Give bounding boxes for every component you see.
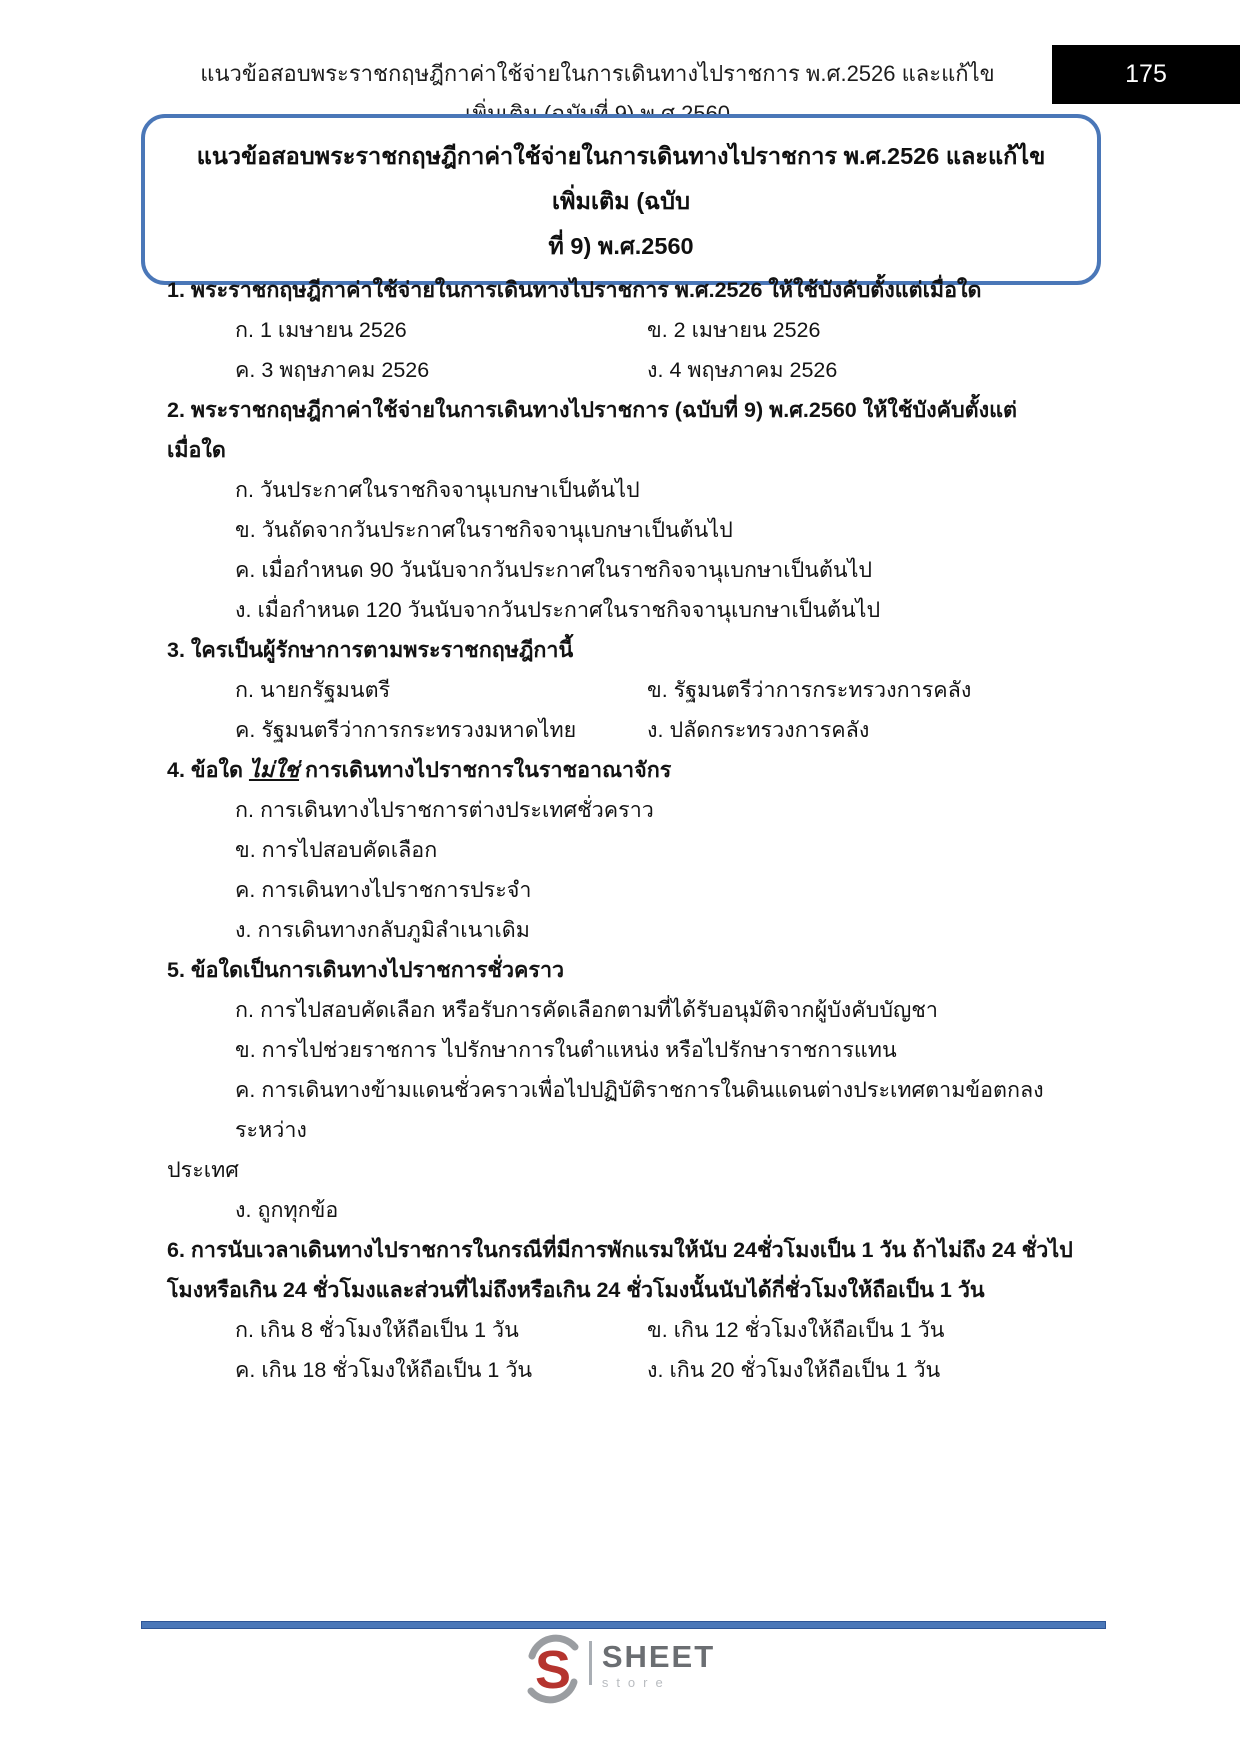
page-number-box xyxy=(1052,45,1240,104)
logo-brand-text: SHEET xyxy=(601,1639,716,1674)
question-4-emphasis: ไม่ใช่ xyxy=(248,758,300,782)
choice-2c: ค. เมื่อกำหนด 90 วันนับจากวันประกาศในราชกิจจานุเบกษาเป็นต้นไป xyxy=(235,558,873,582)
title-line2: ที่ 9) พ.ศ.2560 xyxy=(548,233,694,259)
question-3-choices-row1 xyxy=(167,670,1109,710)
question-6-choices-row2 xyxy=(167,1350,1109,1390)
sheet-store-s-icon xyxy=(525,1637,581,1701)
logo-text xyxy=(602,1637,715,1691)
page-number: 175 xyxy=(1125,60,1167,88)
choice-1c: ค. 3 พฤษภาคม 2526 xyxy=(235,358,430,382)
choice-5d: ง. ถูกทุกข้อ xyxy=(235,1198,339,1222)
choice-5c-line1: ค. การเดินทางข้ามแดนชั่วคราวเพื่อไปปฏิบัติราชการในดินแดนต่างประเทศตามข้อตกลงระหว่าง xyxy=(235,1078,1044,1142)
running-header-line2-clipped xyxy=(140,96,1055,109)
choice-5a: ก. การไปสอบคัดเลือก หรือรับการคัดเลือกตามที่ได้รับอนุมัติจากผู้บังคับบัญชา xyxy=(235,998,938,1022)
question-2-line1: 2. พระราชกฤษฎีกาค่าใช้จ่ายในการเดินทางไปราชการ (ฉบับที่ 9) พ.ศ.2560 ให้ใช้บังคับตั้งแต่ xyxy=(167,398,1017,422)
question-4-prefix: 4. ข้อใด xyxy=(167,758,249,782)
choice-1d: ง. 4 พฤษภาคม 2526 xyxy=(647,358,838,382)
choice-3d: ง. ปลัดกระทรวงการคลัง xyxy=(647,718,870,742)
choice-2b: ข. วันถัดจากวันประกาศในราชกิจจานุเบกษาเป็นต้นไป xyxy=(235,518,733,542)
choice-2a: ก. วันประกาศในราชกิจจานุเบกษาเป็นต้นไป xyxy=(235,478,640,502)
choice-5b: ข. การไปช่วยราชการ ไปรักษาการในตำแหน่ง หรือไปรักษาราชการแทน xyxy=(235,1038,897,1062)
question-1-choices-row1 xyxy=(167,310,1109,350)
choice-6b: ข. เกิน 12 ชั่วโมงให้ถือเป็น 1 วัน xyxy=(647,1318,945,1342)
footer-divider-bar xyxy=(141,1621,1106,1629)
choice-1a: ก. 1 เมษายน 2526 xyxy=(235,318,407,342)
question-4-suffix: การเดินทางไปราชการในราชอาณาจักร xyxy=(299,758,672,782)
choice-6c: ค. เกิน 18 ชั่วโมงให้ถือเป็น 1 วัน xyxy=(235,1358,533,1382)
choice-3b: ข. รัฐมนตรีว่าการกระทรวงการคลัง xyxy=(647,678,972,702)
choice-4b: ข. การไปสอบคัดเลือก xyxy=(235,838,438,862)
title-line1: แนวข้อสอบพระราชกฤษฎีกาค่าใช้จ่ายในการเดินทางไปราชการ พ.ศ.2526 และแก้ไขเพิ่มเติม (ฉบับ xyxy=(196,143,1046,214)
logo-sub-text: store xyxy=(601,1675,671,1690)
choice-6d: ง. เกิน 20 ชั่วโมงให้ถือเป็น 1 วัน xyxy=(647,1358,941,1382)
question-3-choices-row2 xyxy=(167,710,1109,750)
choice-6a: ก. เกิน 8 ชั่วโมงให้ถือเป็น 1 วัน xyxy=(235,1318,519,1342)
question-5: 5. ข้อใดเป็นการเดินทางไปราชการชั่วคราว xyxy=(167,958,565,982)
question-6-line2: โมงหรือเกิน 24 ชั่วโมงและส่วนที่ไม่ถึงหรือเกิน 24 ชั่วโมงนั้นนับได้กี่ชั่วโมงให้ถือเป็น 1 วัน xyxy=(167,1278,985,1302)
sheet-store-logo xyxy=(0,1637,1240,1701)
logo-divider xyxy=(589,1641,592,1685)
title-box xyxy=(141,114,1101,285)
choice-3a: ก. นายกรัฐมนตรี xyxy=(235,678,391,702)
choice-2d: ง. เมื่อกำหนด 120 วันนับจากวันประกาศในราชกิจจานุเบกษาเป็นต้นไป xyxy=(235,598,881,622)
question-6-line1: 6. การนับเวลาเดินทางไปราชการในกรณีที่มีการพักแรมให้นับ 24ชั่วโมงเป็น 1 วัน ถ้าไม่ถึง 24 ชั่วไป xyxy=(167,1238,1073,1262)
question-1: 1. พระราชกฤษฎีกาค่าใช้จ่ายในการเดินทางไปราชการ พ.ศ.2526 ให้ใช้บังคับตั้งแต่เมื่อใด xyxy=(167,278,982,302)
question-list xyxy=(167,270,1109,1390)
choice-3c: ค. รัฐมนตรีว่าการกระทรวงมหาดไทย xyxy=(235,718,577,742)
question-6-choices-row1 xyxy=(167,1310,1109,1350)
choice-4c: ค. การเดินทางไปราชการประจำ xyxy=(235,878,532,902)
running-header-line1: แนวข้อสอบพระราชกฤษฎีกาค่าใช้จ่ายในการเดินทางไปราชการ พ.ศ.2526 และแก้ไข xyxy=(200,61,995,86)
question-3: 3. ใครเป็นผู้รักษาการตามพระราชกฤษฎีกานี้ xyxy=(167,638,574,662)
question-4 xyxy=(167,750,1109,790)
question-1-choices-row2 xyxy=(167,350,1109,390)
choice-4a: ก. การเดินทางไปราชการต่างประเทศชั่วคราว xyxy=(235,798,654,822)
svg-text:S: S xyxy=(534,1640,571,1700)
choice-5c-line2: ประเทศ xyxy=(167,1158,239,1182)
choice-1b: ข. 2 เมษายน 2526 xyxy=(647,318,821,342)
question-2-line2: เมื่อใด xyxy=(167,438,226,462)
choice-4d: ง. การเดินทางกลับภูมิลำเนาเดิม xyxy=(235,918,530,942)
